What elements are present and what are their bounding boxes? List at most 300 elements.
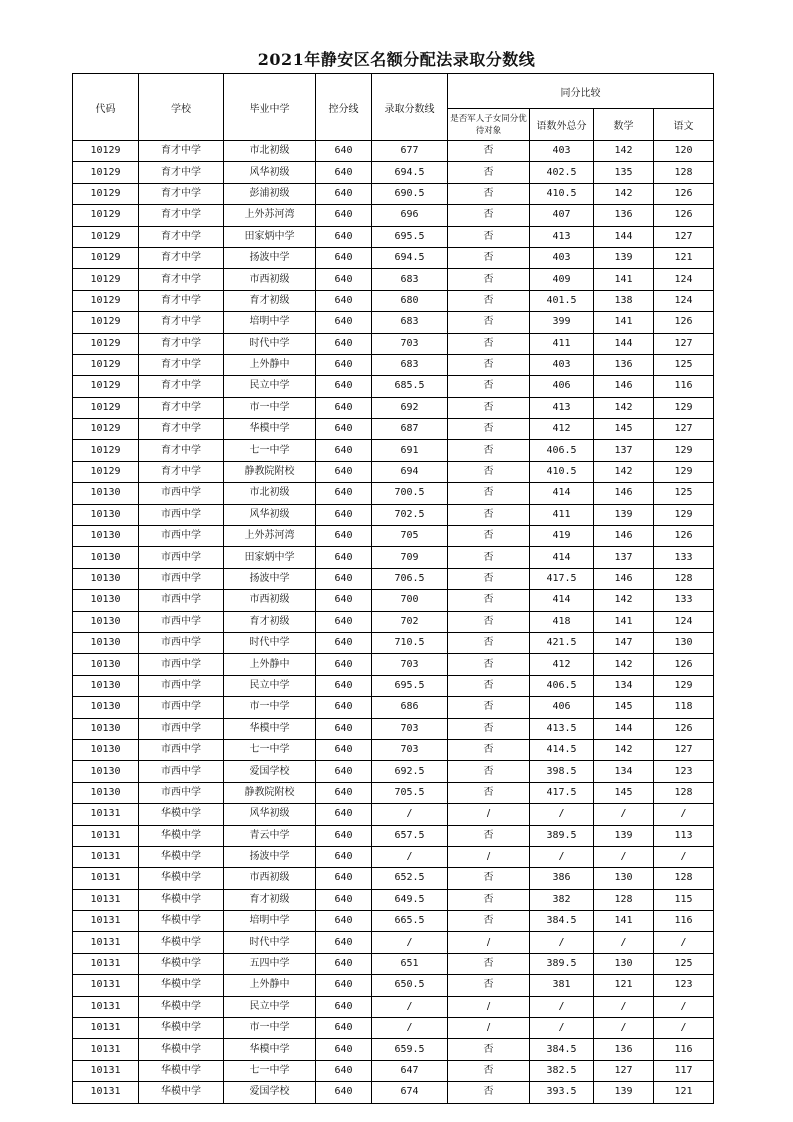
- cell-control-line: 640: [316, 312, 372, 333]
- cell-total-excl-lang: 399: [530, 312, 594, 333]
- cell-graduate-school: 市西初级: [224, 590, 316, 611]
- cell-math: 144: [594, 333, 654, 354]
- cell-military-preference: 否: [448, 825, 530, 846]
- cell-school: 华模中学: [139, 1039, 224, 1060]
- cell-code: 10131: [73, 1018, 139, 1039]
- cell-graduate-school: 田家炳中学: [224, 226, 316, 247]
- cell-control-line: 640: [316, 868, 372, 889]
- header-code: 代码: [73, 74, 139, 141]
- cell-military-preference: /: [448, 932, 530, 953]
- cell-school: 华模中学: [139, 996, 224, 1017]
- cell-math: 141: [594, 611, 654, 632]
- table-row: [73, 397, 714, 418]
- cell-control-line: 640: [316, 1039, 372, 1060]
- cell-school: 华模中学: [139, 975, 224, 996]
- cell-control-line: 640: [316, 376, 372, 397]
- cell-math: /: [594, 932, 654, 953]
- table-row: [73, 504, 714, 525]
- cell-code: 10131: [73, 1082, 139, 1103]
- cell-military-preference: 否: [448, 183, 530, 204]
- cell-code: 10130: [73, 590, 139, 611]
- cell-total-excl-lang: /: [530, 804, 594, 825]
- cell-total-excl-lang: /: [530, 932, 594, 953]
- cell-math: 146: [594, 483, 654, 504]
- cell-total-excl-lang: 386: [530, 868, 594, 889]
- cell-graduate-school: 上外静中: [224, 354, 316, 375]
- cell-chinese: 127: [654, 739, 714, 760]
- cell-control-line: 640: [316, 697, 372, 718]
- cell-school: 华模中学: [139, 825, 224, 846]
- cell-admission-score: 665.5: [372, 911, 448, 932]
- cell-total-excl-lang: 407: [530, 205, 594, 226]
- cell-math: 141: [594, 312, 654, 333]
- table-row: [73, 697, 714, 718]
- cell-school: 育才中学: [139, 333, 224, 354]
- cell-military-preference: 否: [448, 162, 530, 183]
- cell-graduate-school: 民立中学: [224, 996, 316, 1017]
- cell-military-preference: 否: [448, 975, 530, 996]
- cell-code: 10129: [73, 397, 139, 418]
- cell-graduate-school: 七一中学: [224, 1060, 316, 1081]
- cell-total-excl-lang: 409: [530, 269, 594, 290]
- table-row: [73, 1039, 714, 1060]
- cell-admission-score: 677: [372, 141, 448, 162]
- cell-control-line: 640: [316, 632, 372, 653]
- cell-school: 市西中学: [139, 782, 224, 803]
- table-row: [73, 247, 714, 268]
- table-row: [73, 804, 714, 825]
- cell-math: 127: [594, 1060, 654, 1081]
- cell-admission-score: 647: [372, 1060, 448, 1081]
- cell-graduate-school: 田家炳中学: [224, 547, 316, 568]
- table-row: [73, 568, 714, 589]
- table-row: [73, 590, 714, 611]
- table-row: [73, 205, 714, 226]
- cell-chinese: 124: [654, 269, 714, 290]
- cell-control-line: 640: [316, 504, 372, 525]
- cell-math: 146: [594, 568, 654, 589]
- cell-total-excl-lang: 389.5: [530, 953, 594, 974]
- cell-code: 10130: [73, 782, 139, 803]
- cell-math: 138: [594, 290, 654, 311]
- cell-code: 10129: [73, 376, 139, 397]
- cell-total-excl-lang: 414: [530, 590, 594, 611]
- cell-total-excl-lang: 414: [530, 547, 594, 568]
- cell-code: 10130: [73, 761, 139, 782]
- cell-admission-score: 700.5: [372, 483, 448, 504]
- cell-control-line: 640: [316, 889, 372, 910]
- cell-admission-score: 683: [372, 269, 448, 290]
- cell-chinese: /: [654, 1018, 714, 1039]
- cell-school: 育才中学: [139, 419, 224, 440]
- cell-chinese: 129: [654, 504, 714, 525]
- cell-military-preference: 否: [448, 718, 530, 739]
- cell-military-preference: 否: [448, 205, 530, 226]
- cell-admission-score: 692.5: [372, 761, 448, 782]
- cell-math: 134: [594, 675, 654, 696]
- cell-total-excl-lang: 403: [530, 354, 594, 375]
- cell-admission-score: 694.5: [372, 162, 448, 183]
- cell-code: 10129: [73, 141, 139, 162]
- cell-school: 华模中学: [139, 846, 224, 867]
- cell-graduate-school: 上外苏河湾: [224, 205, 316, 226]
- cell-graduate-school: 市北初级: [224, 141, 316, 162]
- cell-military-preference: 否: [448, 483, 530, 504]
- cell-school: 市西中学: [139, 526, 224, 547]
- cell-total-excl-lang: 406: [530, 697, 594, 718]
- cell-admission-score: 680: [372, 290, 448, 311]
- cell-code: 10130: [73, 675, 139, 696]
- cell-graduate-school: 扬波中学: [224, 568, 316, 589]
- cell-military-preference: 否: [448, 354, 530, 375]
- cell-math: 139: [594, 247, 654, 268]
- cell-control-line: 640: [316, 825, 372, 846]
- cell-total-excl-lang: 419: [530, 526, 594, 547]
- cell-school: 育才中学: [139, 397, 224, 418]
- cell-code: 10130: [73, 632, 139, 653]
- cell-chinese: 125: [654, 483, 714, 504]
- cell-control-line: 640: [316, 354, 372, 375]
- cell-chinese: 126: [654, 312, 714, 333]
- cell-graduate-school: 时代中学: [224, 632, 316, 653]
- table-row: [73, 376, 714, 397]
- cell-total-excl-lang: 403: [530, 141, 594, 162]
- cell-school: 华模中学: [139, 953, 224, 974]
- cell-total-excl-lang: 406.5: [530, 675, 594, 696]
- table-row: [73, 419, 714, 440]
- cell-school: 市西中学: [139, 483, 224, 504]
- cell-school: 育才中学: [139, 290, 224, 311]
- cell-chinese: 118: [654, 697, 714, 718]
- cell-math: 142: [594, 141, 654, 162]
- cell-admission-score: 683: [372, 312, 448, 333]
- cell-math: 121: [594, 975, 654, 996]
- cell-graduate-school: 民立中学: [224, 376, 316, 397]
- cell-control-line: 640: [316, 397, 372, 418]
- cell-admission-score: 703: [372, 739, 448, 760]
- cell-control-line: 640: [316, 526, 372, 547]
- cell-total-excl-lang: 418: [530, 611, 594, 632]
- cell-graduate-school: 培明中学: [224, 911, 316, 932]
- cell-school: 市西中学: [139, 547, 224, 568]
- cell-admission-score: 650.5: [372, 975, 448, 996]
- cell-total-excl-lang: 382.5: [530, 1060, 594, 1081]
- cell-admission-score: 686: [372, 697, 448, 718]
- cell-school: 育才中学: [139, 162, 224, 183]
- cell-graduate-school: 七一中学: [224, 739, 316, 760]
- cell-military-preference: 否: [448, 911, 530, 932]
- cell-school: 育才中学: [139, 269, 224, 290]
- cell-school: 华模中学: [139, 889, 224, 910]
- cell-math: 145: [594, 782, 654, 803]
- cell-graduate-school: 育才初级: [224, 290, 316, 311]
- cell-chinese: 130: [654, 632, 714, 653]
- cell-graduate-school: 上外静中: [224, 975, 316, 996]
- cell-chinese: 113: [654, 825, 714, 846]
- cell-math: 142: [594, 183, 654, 204]
- header-tie-compare: 同分比较: [448, 74, 714, 109]
- cell-school: 市西中学: [139, 675, 224, 696]
- cell-graduate-school: 彭浦初级: [224, 183, 316, 204]
- cell-control-line: 640: [316, 419, 372, 440]
- cell-admission-score: 706.5: [372, 568, 448, 589]
- cell-admission-score: 687: [372, 419, 448, 440]
- cell-control-line: 640: [316, 975, 372, 996]
- cell-chinese: 124: [654, 611, 714, 632]
- cell-admission-score: 703: [372, 654, 448, 675]
- cell-chinese: 116: [654, 376, 714, 397]
- cell-military-preference: 否: [448, 440, 530, 461]
- cell-code: 10130: [73, 547, 139, 568]
- cell-code: 10131: [73, 996, 139, 1017]
- table-row: [73, 1082, 714, 1103]
- cell-chinese: 127: [654, 333, 714, 354]
- table-row: [73, 162, 714, 183]
- cell-admission-score: 700: [372, 590, 448, 611]
- cell-military-preference: 否: [448, 504, 530, 525]
- table-row: [73, 547, 714, 568]
- cell-admission-score: 705.5: [372, 782, 448, 803]
- table-row: [73, 846, 714, 867]
- table-row: [73, 1060, 714, 1081]
- cell-chinese: 126: [654, 718, 714, 739]
- cell-math: 146: [594, 526, 654, 547]
- cell-total-excl-lang: 382: [530, 889, 594, 910]
- cell-code: 10131: [73, 975, 139, 996]
- cell-math: 141: [594, 269, 654, 290]
- cell-admission-score: 685.5: [372, 376, 448, 397]
- cell-math: /: [594, 846, 654, 867]
- table-row: [73, 889, 714, 910]
- cell-graduate-school: 育才初级: [224, 889, 316, 910]
- cell-chinese: 128: [654, 782, 714, 803]
- header-military-preference: 是否军人子女同分优待对象: [448, 109, 530, 141]
- cell-control-line: 640: [316, 654, 372, 675]
- cell-admission-score: 695.5: [372, 675, 448, 696]
- cell-chinese: 128: [654, 162, 714, 183]
- cell-admission-score: 705: [372, 526, 448, 547]
- cell-graduate-school: 青云中学: [224, 825, 316, 846]
- cell-school: 华模中学: [139, 804, 224, 825]
- cell-code: 10130: [73, 654, 139, 675]
- cell-military-preference: 否: [448, 568, 530, 589]
- cell-military-preference: 否: [448, 226, 530, 247]
- cell-graduate-school: 五四中学: [224, 953, 316, 974]
- cell-math: 142: [594, 461, 654, 482]
- cell-total-excl-lang: 414: [530, 483, 594, 504]
- cell-graduate-school: 七一中学: [224, 440, 316, 461]
- cell-code: 10131: [73, 868, 139, 889]
- cell-code: 10129: [73, 247, 139, 268]
- cell-control-line: 640: [316, 739, 372, 760]
- cell-code: 10130: [73, 718, 139, 739]
- table-row: [73, 761, 714, 782]
- cell-math: 145: [594, 697, 654, 718]
- cell-math: 134: [594, 761, 654, 782]
- cell-chinese: 129: [654, 461, 714, 482]
- cell-military-preference: 否: [448, 461, 530, 482]
- cell-graduate-school: 上外苏河湾: [224, 526, 316, 547]
- cell-total-excl-lang: 413.5: [530, 718, 594, 739]
- cell-math: 141: [594, 911, 654, 932]
- cell-admission-score: /: [372, 804, 448, 825]
- cell-chinese: 115: [654, 889, 714, 910]
- cell-math: /: [594, 996, 654, 1017]
- cell-code: 10129: [73, 312, 139, 333]
- cell-total-excl-lang: 417.5: [530, 568, 594, 589]
- cell-school: 市西中学: [139, 568, 224, 589]
- cell-control-line: 640: [316, 718, 372, 739]
- cell-school: 市西中学: [139, 632, 224, 653]
- cell-military-preference: 否: [448, 141, 530, 162]
- cell-military-preference: 否: [448, 761, 530, 782]
- cell-graduate-school: 上外静中: [224, 654, 316, 675]
- cell-military-preference: 否: [448, 953, 530, 974]
- cell-school: 市西中学: [139, 739, 224, 760]
- cell-school: 华模中学: [139, 932, 224, 953]
- cell-total-excl-lang: 410.5: [530, 461, 594, 482]
- cell-chinese: 133: [654, 547, 714, 568]
- cell-total-excl-lang: 411: [530, 333, 594, 354]
- cell-code: 10131: [73, 825, 139, 846]
- cell-admission-score: 657.5: [372, 825, 448, 846]
- cell-military-preference: 否: [448, 526, 530, 547]
- table-row: [73, 333, 714, 354]
- cell-total-excl-lang: 406.5: [530, 440, 594, 461]
- cell-admission-score: 692: [372, 397, 448, 418]
- cell-military-preference: 否: [448, 419, 530, 440]
- cell-control-line: 640: [316, 761, 372, 782]
- cell-control-line: 640: [316, 953, 372, 974]
- cell-graduate-school: 静教院附校: [224, 461, 316, 482]
- cell-total-excl-lang: 403: [530, 247, 594, 268]
- cell-graduate-school: 华模中学: [224, 419, 316, 440]
- table-row: [73, 483, 714, 504]
- table-row: [73, 461, 714, 482]
- cell-math: /: [594, 1018, 654, 1039]
- cell-graduate-school: 时代中学: [224, 932, 316, 953]
- cell-military-preference: 否: [448, 269, 530, 290]
- cell-control-line: 640: [316, 1018, 372, 1039]
- cell-graduate-school: 静教院附校: [224, 782, 316, 803]
- table-row: [73, 632, 714, 653]
- cell-graduate-school: 爱国学校: [224, 1082, 316, 1103]
- cell-admission-score: 649.5: [372, 889, 448, 910]
- cell-chinese: 126: [654, 183, 714, 204]
- table-row: [73, 1018, 714, 1039]
- cell-admission-score: 703: [372, 718, 448, 739]
- cell-control-line: 640: [316, 461, 372, 482]
- cell-military-preference: 否: [448, 697, 530, 718]
- cell-chinese: /: [654, 996, 714, 1017]
- cell-chinese: 126: [654, 654, 714, 675]
- cell-military-preference: 否: [448, 889, 530, 910]
- cell-code: 10130: [73, 697, 139, 718]
- cell-control-line: 640: [316, 911, 372, 932]
- cell-graduate-school: 市西初级: [224, 269, 316, 290]
- cell-chinese: 120: [654, 141, 714, 162]
- cell-military-preference: 否: [448, 1039, 530, 1060]
- cell-total-excl-lang: /: [530, 996, 594, 1017]
- cell-total-excl-lang: 402.5: [530, 162, 594, 183]
- table-row: [73, 675, 714, 696]
- cell-graduate-school: 市北初级: [224, 483, 316, 504]
- table-row: [73, 611, 714, 632]
- cell-code: 10131: [73, 1039, 139, 1060]
- cell-graduate-school: 扬波中学: [224, 846, 316, 867]
- cell-school: 育才中学: [139, 205, 224, 226]
- cell-admission-score: 696: [372, 205, 448, 226]
- cell-school: 华模中学: [139, 868, 224, 889]
- cell-military-preference: /: [448, 846, 530, 867]
- cell-code: 10130: [73, 504, 139, 525]
- cell-code: 10131: [73, 953, 139, 974]
- cell-code: 10129: [73, 183, 139, 204]
- cell-admission-score: 651: [372, 953, 448, 974]
- table-row: [73, 739, 714, 760]
- table-row: [73, 868, 714, 889]
- cell-admission-score: 709: [372, 547, 448, 568]
- cell-total-excl-lang: /: [530, 1018, 594, 1039]
- cell-military-preference: 否: [448, 397, 530, 418]
- header-admission-score: 录取分数线: [372, 74, 448, 141]
- cell-total-excl-lang: 398.5: [530, 761, 594, 782]
- cell-admission-score: 674: [372, 1082, 448, 1103]
- table-row: [73, 953, 714, 974]
- cell-school: 市西中学: [139, 611, 224, 632]
- table-row: [73, 718, 714, 739]
- header-chinese: 语文: [654, 109, 714, 141]
- cell-code: 10129: [73, 333, 139, 354]
- cell-chinese: 121: [654, 247, 714, 268]
- cell-total-excl-lang: 401.5: [530, 290, 594, 311]
- cell-chinese: 116: [654, 1039, 714, 1060]
- cell-code: 10129: [73, 269, 139, 290]
- cell-math: 139: [594, 504, 654, 525]
- cell-code: 10129: [73, 440, 139, 461]
- table-row: [73, 226, 714, 247]
- cell-code: 10131: [73, 911, 139, 932]
- cell-code: 10130: [73, 611, 139, 632]
- header-school: 学校: [139, 74, 224, 141]
- cell-graduate-school: 市一中学: [224, 1018, 316, 1039]
- cell-admission-score: 694.5: [372, 247, 448, 268]
- cell-control-line: 640: [316, 1082, 372, 1103]
- page-title: 2021年静安区名额分配法录取分数线: [257, 50, 536, 69]
- cell-school: 育才中学: [139, 376, 224, 397]
- cell-school: 育才中学: [139, 354, 224, 375]
- cell-military-preference: 否: [448, 547, 530, 568]
- cell-military-preference: 否: [448, 247, 530, 268]
- cell-math: 130: [594, 953, 654, 974]
- cell-graduate-school: 扬波中学: [224, 247, 316, 268]
- cell-school: 市西中学: [139, 654, 224, 675]
- cell-chinese: 125: [654, 354, 714, 375]
- cell-control-line: 640: [316, 675, 372, 696]
- cell-school: 市西中学: [139, 590, 224, 611]
- table-row: [73, 312, 714, 333]
- table-row: [73, 996, 714, 1017]
- cell-admission-score: /: [372, 996, 448, 1017]
- cell-code: 10131: [73, 846, 139, 867]
- header-total-excl-lang: 语数外总分: [530, 109, 594, 141]
- cell-school: 育才中学: [139, 226, 224, 247]
- cell-military-preference: 否: [448, 782, 530, 803]
- cell-math: 142: [594, 739, 654, 760]
- cell-control-line: 640: [316, 1060, 372, 1081]
- table-row: [73, 825, 714, 846]
- cell-military-preference: 否: [448, 590, 530, 611]
